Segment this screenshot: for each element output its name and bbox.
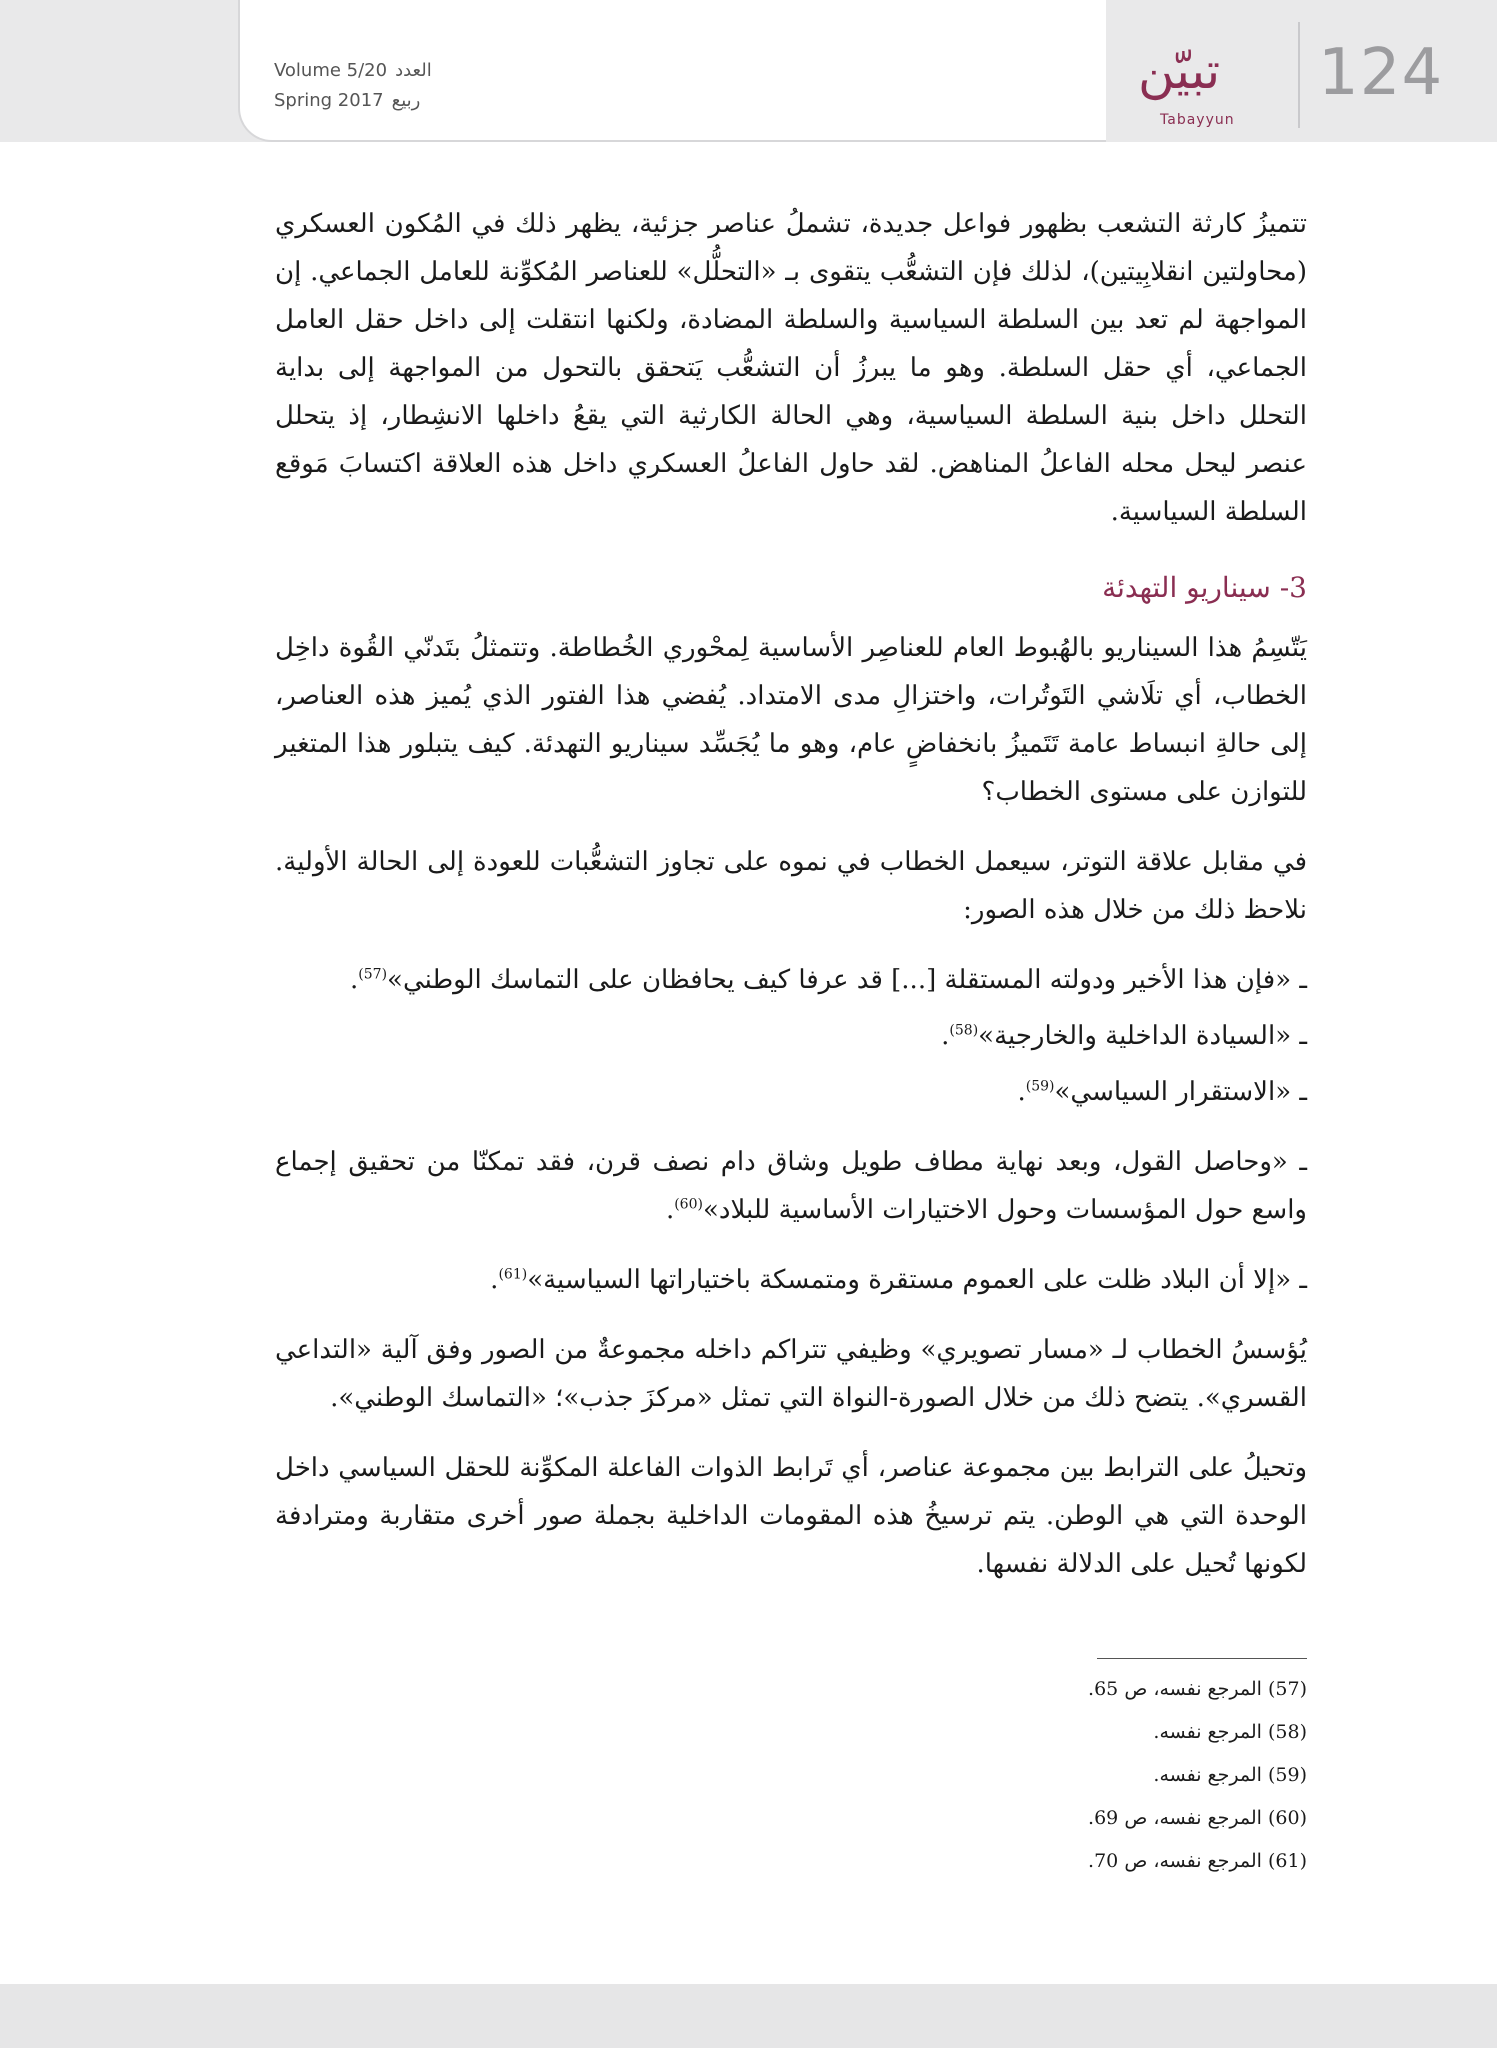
logo-english: Tabayyun <box>1160 112 1235 128</box>
quote-text: ـ «فإن هذا الأخير ودولته المستقلة [...] قد عرفا كيف يحافظان على التماسك الوطني» <box>387 965 1307 995</box>
quote-text: ـ «الاستقرار السياسي» <box>1054 1077 1307 1107</box>
quote-text: ـ «السيادة الداخلية والخارجية» <box>978 1021 1307 1051</box>
paragraph-4: يُؤسسُ الخطاب لـ «مسار تصويري» وظيفي تتراكم داخله مجموعةٌ من الصور وفق آلية «التداعي القسري». يتضح ذلك من خلال الصورة-النواة التي تمثل «مركزَ جذب»؛ «التماسك الوطني». <box>275 1335 1307 1413</box>
footnote-ref: (59) <box>1025 1078 1055 1095</box>
logo-arabic: تبيّن <box>1138 42 1221 100</box>
journal-logo <box>1130 38 1250 128</box>
paragraph-1: تتميزُ كارثة التشعب بظهور فواعل جديدة، تشملُ عناصر جزئية، يظهر ذلك في المُكون العسكري (محاولتين انقلابِيتين)، لذلك فإن التشعُّب يتقوى بـ «التحلُّل» للعناصر المُكوِّنة للعامل الجماعي. إن المواجهة لم تعد بين السلطة السياسية والسلطة المضادة، ولكنها انتقلت إلى داخل حقل العامل الجماعي، أي حقل السلطة. وهو ما يبرزُ أن التشعُّب يَتحقق بالتحول من المواجهة إلى بداية التحلل داخل بنية السلطة السياسية، وهي الحالة الكارثية التي يقعُ داخلها الانشِطار، إذ يتحلل عنصر ليحل محله الفاعلُ المناهض. لقد حاول الفاعلُ العسكري داخل هذه العلاقة اكتسابَ مَوقع السلطة السياسية. <box>275 209 1307 527</box>
footnote-ref: (58) <box>949 1022 979 1039</box>
quote-end: . <box>490 1265 499 1295</box>
quote-text: ـ «وحاصل القول، وبعد نهاية مطاف طويل وشاق دام نصف قرن، فقد تمكنّا من تحقيق إجماع واسع حول المؤسسات وحول الاختيارات الأساسية للبلاد» <box>275 1147 1307 1225</box>
page-number: 124 <box>1318 36 1444 110</box>
header-divider <box>1298 22 1300 128</box>
footnote-60: (60) المرجع نفسه، ص 69. <box>1088 1807 1307 1829</box>
footnotes <box>800 1668 1307 1883</box>
quote-60 <box>275 1138 1307 1234</box>
quote-text: ـ «إلا أن البلاد ظلت على العموم مستقرة ومتمسكة باختياراتها السياسية» <box>527 1265 1307 1295</box>
paragraph-2: يَتّسِمُ هذا السيناريو بالهُبوط العام للعناصِر الأساسية لِمحْوري الخُطاطة. وتتمثلُ بتَدنّي القُوة داخِل الخطاب، أي تلَاشي التَوتُرات، واختزالِ مدى الامتداد. يُفضي هذا الفتور الذي يُميز هذه العناصر، إلى حالةِ انبساط عامة تَتَميزُ بانخفاضٍ عام، وهو ما يُجَسِّد سيناريو التهدئة. كيف يتبلور هذا المتغير للتوازن على مستوى الخطاب؟ <box>275 633 1307 807</box>
season-line <box>274 86 432 116</box>
volume-line <box>274 56 432 86</box>
footnote-rule <box>1097 1658 1307 1659</box>
footnote-61: (61) المرجع نفسه، ص 70. <box>1088 1850 1307 1872</box>
footer-bar <box>0 1984 1497 2048</box>
footnote-ref: (60) <box>674 1196 703 1213</box>
quote-end: . <box>941 1021 950 1051</box>
paragraph-3: في مقابل علاقة التوتر، سيعمل الخطاب في نموه على تجاوز التشعُّبات للعودة إلى الحالة الأولية. نلاحظ ذلك من خلال هذه الصور: <box>275 847 1307 925</box>
quote-end: . <box>665 1195 675 1225</box>
paragraph-5: وتحيلُ على الترابط بين مجموعة عناصر، أي تَرابط الذوات الفاعلة المكوِّنة للحقل السياسي داخل الوحدة التي هي الوطن. يتم ترسيخُ هذه المقومات الداخلية بجملة صور أخرى متقاربة ومترادفة لكونها تُحيل على الدلالة نفسها. <box>275 1453 1307 1579</box>
volume-label: Volume 5/20 <box>274 60 388 81</box>
article-body <box>275 200 1307 1610</box>
footnote-ref: (61) <box>498 1266 528 1283</box>
quote-61 <box>275 1256 1307 1304</box>
quote-59 <box>275 1068 1307 1116</box>
footnote-57: (57) المرجع نفسه، ص 65. <box>1088 1678 1307 1700</box>
quote-57 <box>275 956 1307 1004</box>
volume-label-ar: العدد <box>395 60 432 81</box>
footnote-58: (58) المرجع نفسه. <box>1153 1721 1307 1743</box>
quote-end: . <box>350 965 359 995</box>
quote-end: . <box>1017 1077 1026 1107</box>
footnote-59: (59) المرجع نفسه. <box>1153 1764 1307 1786</box>
footnote-ref: (57) <box>358 966 388 983</box>
issue-info <box>274 56 432 116</box>
season-label: Spring 2017 <box>274 90 384 111</box>
quote-58 <box>275 1012 1307 1060</box>
season-label-ar: ربيع <box>391 90 421 111</box>
section-heading: 3- سيناريو التهدئة <box>1102 571 1307 604</box>
